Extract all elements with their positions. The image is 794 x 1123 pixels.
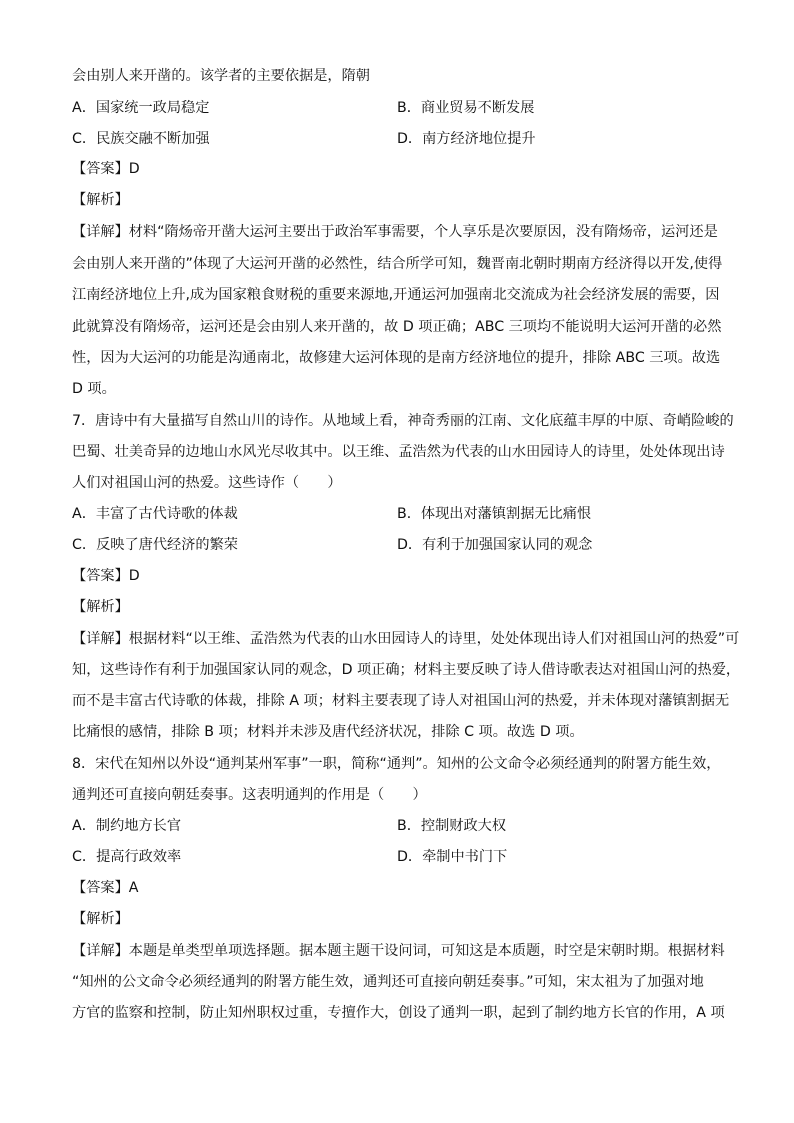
q8-answer: 【答案】A: [72, 880, 139, 896]
q8-detail-line-2: “知州的公文命令必须经通判的附署方能生效，通判还可直接向朝廷奏事。”可知，宋太祖为了加强对地: [72, 974, 704, 990]
q7-stem-line-2: 巴蜀、壮美奇异的边地山水风光尽收其中。以王维、孟浩然为代表的山水田园诗人的诗里，处处体现出诗: [72, 444, 725, 460]
q7-option-d: D．有利于加强国家认同的观念: [397, 537, 593, 553]
q8-option-c: C．提高行政效率: [72, 849, 182, 865]
q6-option-c: C．民族交融不断加强: [72, 131, 210, 147]
q6-stem-tail: 会由别人来开凿的。该学者的主要依据是，隋朝: [72, 68, 370, 84]
q7-stem-line-3: 人们对祖国山河的热爱。这些诗作（ ）: [72, 475, 342, 491]
q7-answer: 【答案】D: [72, 568, 140, 584]
q6-detail-line-6: D 项。: [72, 381, 116, 397]
q8-stem-line-2: 通判还可直接向朝廷奏事。这表明通判的作用是（ ）: [72, 787, 427, 803]
q7-option-c: C．反映了唐代经济的繁荣: [72, 537, 238, 553]
q6-answer: 【答案】D: [72, 161, 140, 177]
q6-option-a: A．国家统一政局稳定: [72, 100, 210, 116]
q7-stem-line-1: 7．唐诗中有大量描写自然山川的诗作。从地域上看，神奇秀丽的江南、文化底蕴丰厚的中原、奇峭险峻的: [72, 413, 734, 429]
q6-detail-line-2: 会由别人来开凿的”体现了大运河开凿的必然性，结合所学可知，魏晋南北朝时期南方经济得以开发,使得: [72, 256, 723, 272]
q7-option-b: B．体现出对藩镇割据无比痛恨: [397, 506, 592, 522]
q6-option-b: B．商业贸易不断发展: [397, 100, 535, 116]
q6-detail-line-1: 【详解】材料“隋炀帝开凿大运河主要出于政治军事需要，个人享乐是次要原因，没有隋炀帝，运河还是: [72, 224, 718, 240]
q6-analysis-label: 【解析】: [72, 192, 129, 208]
q8-option-b: B．控制财政大权: [397, 818, 507, 834]
q6-option-d: D．南方经济地位提升: [397, 131, 536, 147]
q7-option-a: A．丰富了古代诗歌的体裁: [72, 506, 238, 522]
q6-detail-line-5: 性，因为大运河的功能是沟通南北，故修建大运河体现的是南方经济地位的提升，排除 ABC 三项。故选: [72, 350, 721, 366]
q7-detail-line-3: 而不是丰富古代诗歌的体裁，排除 A 项；材料主要表现了诗人对祖国山河的热爱，并未体现对藩镇割据无: [72, 693, 730, 709]
q7-detail-line-2: 知，这些诗作有利于加强国家认同的观念，D 项正确；材料主要反映了诗人借诗歌表达对祖国山河的热爱，: [72, 662, 741, 678]
q8-option-a: A．制约地方长官: [72, 818, 182, 834]
q6-detail-line-3: 江南经济地位上升,成为国家粮食财税的重要来源地,开通运河加强南北交流成为社会经济发展的需要，因: [72, 287, 720, 303]
q7-detail-line-1: 【详解】根据材料“以王维、孟浩然为代表的山水田园诗人的诗里，处处体现出诗人们对祖国山河的热爱”可: [72, 631, 740, 647]
q7-analysis-label: 【解析】: [72, 599, 129, 615]
q8-stem-line-1: 8．宋代在知州以外设“通判某州军事”一职，简称“通判”。知州的公文命令必须经通判的附署方能生效，: [72, 756, 721, 772]
q8-detail-line-1: 【详解】本题是单类型单项选择题。据本题主题干设问词，可知这是本质题，时空是宋朝时期。根据材料: [72, 943, 725, 959]
q8-detail-line-3: 方官的监察和控制，防止知州职权过重，专擅作大，创设了通判一职，起到了制约地方长官的作用，A 项: [72, 1005, 725, 1021]
q6-detail-line-4: 此就算没有隋炀帝，运河还是会由别人来开凿的，故 D 项正确；ABC 三项均不能说明大运河开凿的必然: [72, 319, 722, 335]
q8-analysis-label: 【解析】: [72, 911, 129, 927]
q7-detail-line-4: 比痛恨的感情，排除 B 项；材料并未涉及唐代经济状况，排除 C 项。故选 D 项。: [72, 724, 584, 740]
q8-option-d: D．牵制中书门下: [397, 849, 508, 865]
